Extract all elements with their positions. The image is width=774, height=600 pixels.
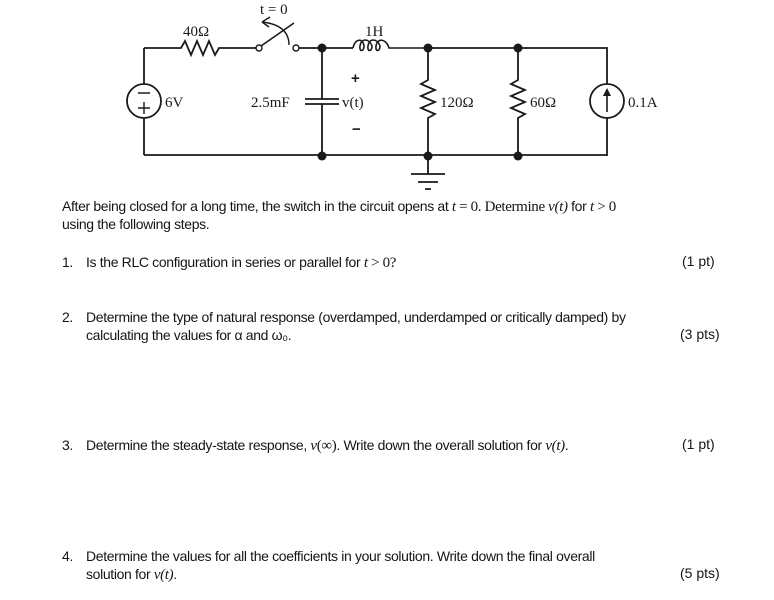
node-dot [514, 44, 523, 53]
intro-line-1: After being closed for a long time, the switch in the circuit opens at t = 0. Determine v(t) for t > 0 [62, 198, 616, 215]
node-dot [424, 44, 433, 53]
question-4-line-2: solution for v(t). [86, 566, 177, 583]
switch-label: t = 0 [260, 2, 288, 18]
resistor-40-label: 40Ω [183, 24, 210, 40]
question-2-line-1: 2. Determine the type of natural response (overdamped, underdamped or critically damped) by [62, 309, 626, 325]
resistor-120-icon [421, 48, 435, 156]
node-dot [424, 152, 433, 161]
question-2-line-2: calculating the values for α and ω₀. [86, 327, 292, 343]
resistor-40-icon [144, 41, 256, 55]
capacitor-icon [305, 99, 339, 104]
question-2-points: (3 pts) [680, 326, 720, 342]
node-dot [318, 152, 327, 161]
question-3-points: (1 pt) [682, 436, 715, 452]
question-1-points: (1 pt) [682, 253, 715, 269]
question-4-points: (5 pts) [680, 565, 720, 581]
resistor-120-label: 120Ω [440, 95, 474, 111]
circuit-diagram [0, 0, 774, 200]
voltage-minus: − [352, 121, 361, 138]
intro-line-2: using the following steps. [62, 216, 210, 232]
capacitor-label: 2.5mF [251, 95, 290, 111]
voltage-plus: + [351, 70, 360, 87]
resistor-60-icon [511, 48, 525, 156]
node-dot [318, 44, 327, 53]
question-1: 1. Is the RLC configuration in series or parallel for t > 0? [62, 254, 397, 271]
voltage-source-label: 6V [165, 95, 184, 111]
question-3: 3. Determine the steady-state response, v(∞). Write down the overall solution for v(t). [62, 437, 569, 454]
resistor-60-label: 60Ω [530, 95, 557, 111]
switch-terminal-right [293, 45, 299, 51]
node-dot [514, 152, 523, 161]
question-4-line-1: 4. Determine the values for all the coefficients in your solution. Write down the final overall [62, 548, 595, 564]
voltage-label: v(t) [342, 95, 364, 111]
inductor-icon [353, 40, 428, 51]
inductor-label: 1H [365, 24, 384, 40]
ground-icon [411, 156, 445, 189]
current-source-label: 0.1A [628, 95, 658, 111]
